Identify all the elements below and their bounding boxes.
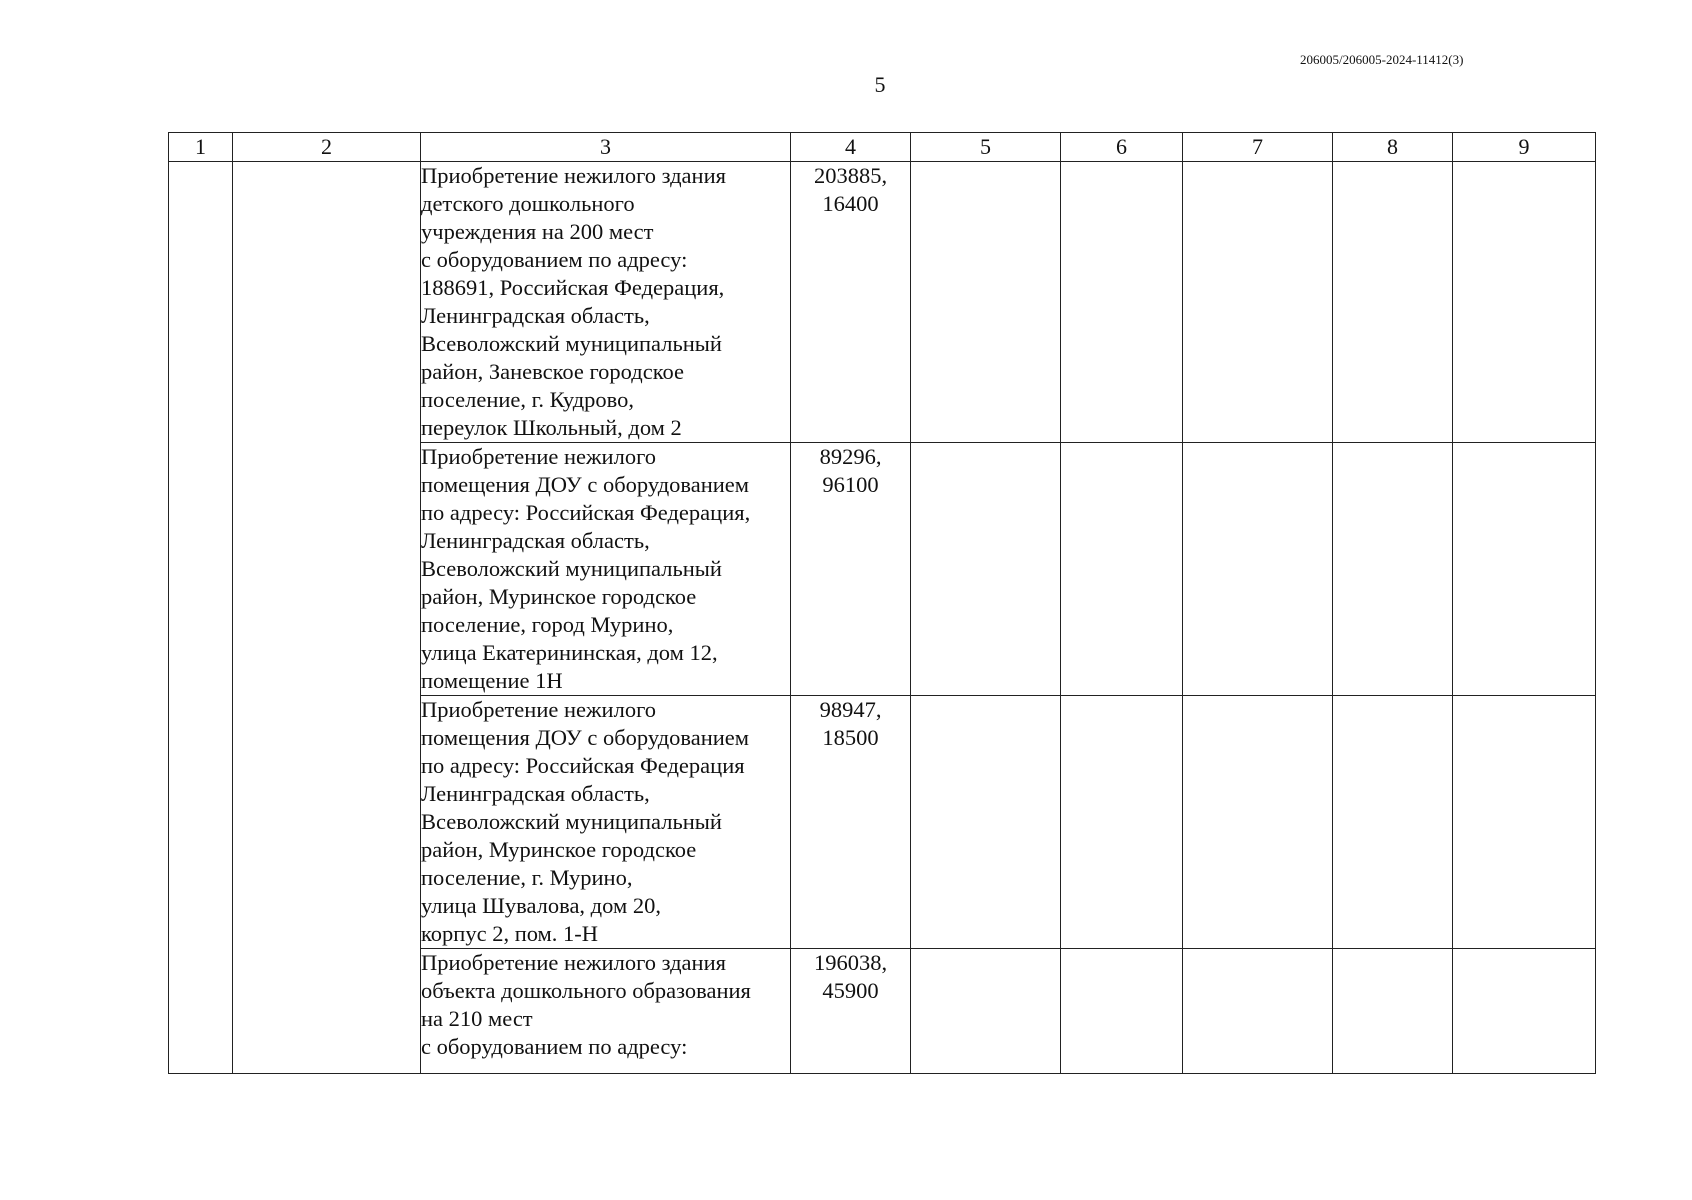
amount-cell	[791, 696, 911, 949]
description-line: Приобретение нежилого здания	[421, 163, 726, 188]
description-line: район, Заневское городское	[421, 359, 685, 384]
description-line: улица Екатерининская, дом 12,	[421, 640, 718, 665]
cell-col-8	[1333, 443, 1453, 696]
description-line: учреждения на 200 мест	[421, 219, 654, 244]
amount-cell	[791, 949, 911, 1074]
cell-col-5	[911, 696, 1061, 949]
data-table	[168, 132, 1596, 1074]
document-id: 206005/206005-2024-11412(3)	[1300, 52, 1464, 67]
amount-line: 96100	[822, 472, 879, 497]
description-line: объекта дошкольного образования	[421, 978, 751, 1003]
column-header-3: 3	[421, 133, 791, 162]
cell-col-9	[1453, 162, 1596, 443]
cell-col-7	[1183, 949, 1333, 1074]
amount-line: 203885,	[813, 163, 888, 188]
description-line: Ленинградская область,	[421, 781, 650, 806]
column-header-2: 2	[233, 133, 421, 162]
cell-col-9	[1453, 949, 1596, 1074]
description-line: корпус 2, пом. 1-Н	[421, 921, 599, 946]
description-line: Приобретение нежилого	[421, 697, 656, 722]
column-header-1: 1	[169, 133, 233, 162]
cell-col-6	[1061, 443, 1183, 696]
amount-line: 196038,	[813, 950, 888, 975]
cell-col-5	[911, 949, 1061, 1074]
description-line: помещение 1Н	[421, 668, 563, 693]
amount-line: 89296,	[819, 444, 882, 469]
column-header-7: 7	[1183, 133, 1333, 162]
description-line: Приобретение нежилого	[421, 444, 656, 469]
amount-line: 18500	[822, 725, 879, 750]
column-header-4: 4	[791, 133, 911, 162]
description-line: район, Муринское городское	[421, 584, 697, 609]
description-line: Всеволожский муниципальный	[421, 331, 722, 356]
description-line: по адресу: Российская Федерация,	[421, 500, 751, 525]
description-line: район, Муринское городское	[421, 837, 697, 862]
amount-line: 45900	[822, 978, 879, 1003]
cell-col-5	[911, 162, 1061, 443]
description-line: по адресу: Российская Федерация	[421, 753, 745, 778]
column-header-8: 8	[1333, 133, 1453, 162]
amount-cell	[791, 443, 911, 696]
description-line: с оборудованием по адресу:	[421, 1034, 688, 1059]
description-line: улица Шувалова, дом 20,	[421, 893, 661, 918]
description-line: Приобретение нежилого здания	[421, 950, 726, 975]
description-line: помещения ДОУ с оборудованием	[421, 472, 750, 497]
description-line: 188691, Российская Федерация,	[421, 275, 725, 300]
description-line: Ленинградская область,	[421, 528, 650, 553]
description-line: на 210 мест	[421, 1006, 533, 1031]
description-cell	[421, 443, 791, 696]
column-header-9: 9	[1453, 133, 1596, 162]
description-line: с оборудованием по адресу:	[421, 247, 688, 272]
cell-col-1	[169, 162, 233, 1074]
description-line: поселение, город Мурино,	[421, 612, 674, 637]
cell-col-8	[1333, 162, 1453, 443]
description-line: Всеволожский муниципальный	[421, 556, 722, 581]
description-line: Всеволожский муниципальный	[421, 809, 722, 834]
description-cell	[421, 696, 791, 949]
description-cell	[421, 162, 791, 443]
amount-line: 98947,	[819, 697, 882, 722]
column-header-6: 6	[1061, 133, 1183, 162]
cell-col-6	[1061, 162, 1183, 443]
table-header-row	[169, 133, 1596, 162]
description-line: поселение, г. Кудрово,	[421, 387, 635, 412]
cell-col-7	[1183, 162, 1333, 443]
cell-col-8	[1333, 949, 1453, 1074]
cell-col-9	[1453, 443, 1596, 696]
amount-line: 16400	[822, 191, 879, 216]
description-cell	[421, 949, 791, 1074]
cell-col-7	[1183, 443, 1333, 696]
page-number: 5	[874, 72, 886, 97]
cell-col-9	[1453, 696, 1596, 949]
cell-col-5	[911, 443, 1061, 696]
cell-col-2	[233, 162, 421, 1074]
cell-col-6	[1061, 949, 1183, 1074]
table-row	[169, 162, 1596, 443]
column-header-5: 5	[911, 133, 1061, 162]
description-line: Ленинградская область,	[421, 303, 650, 328]
cell-col-7	[1183, 696, 1333, 949]
cell-col-6	[1061, 696, 1183, 949]
description-line: детского дошкольного	[421, 191, 635, 216]
amount-cell	[791, 162, 911, 443]
description-line: переулок Школьный, дом 2	[421, 415, 682, 440]
cell-col-8	[1333, 696, 1453, 949]
description-line: поселение, г. Мурино,	[421, 865, 633, 890]
description-line: помещения ДОУ с оборудованием	[421, 725, 750, 750]
